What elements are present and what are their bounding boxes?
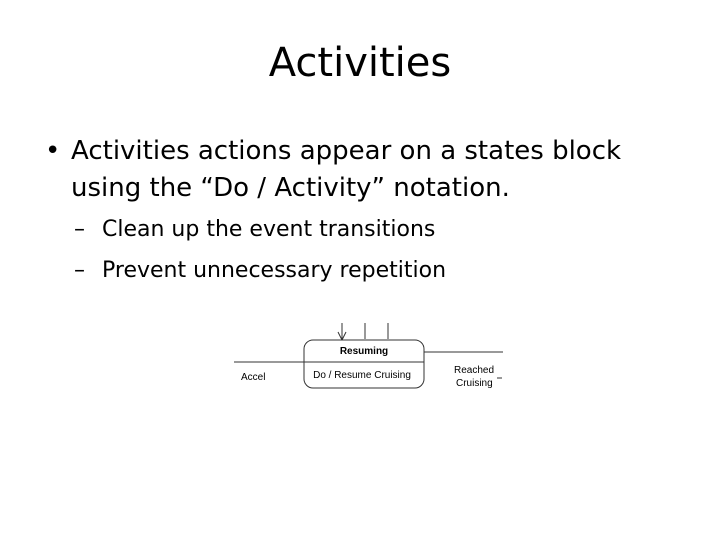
right-transition-label-line2: Cruising [456,378,493,389]
left-transition-label: Accel [241,372,266,383]
slide-title: Activities [268,40,452,86]
state-activity: Do / Resume Cruising [313,370,411,381]
sub-bullet-text: Prevent unnecessary repetition [102,258,447,283]
sub-bullet-text: Clean up the event transitions [102,217,436,242]
bullet-marker: • [45,136,61,166]
bullet-text: Activities actions appear on a states block using the “Do / Activity” notation. [71,136,622,203]
right-transition-label-line1: Reached [454,365,495,376]
sub-bullet-marker: – [74,217,85,242]
state-name: Resuming [339,346,389,357]
sub-bullet-marker: – [74,258,85,283]
